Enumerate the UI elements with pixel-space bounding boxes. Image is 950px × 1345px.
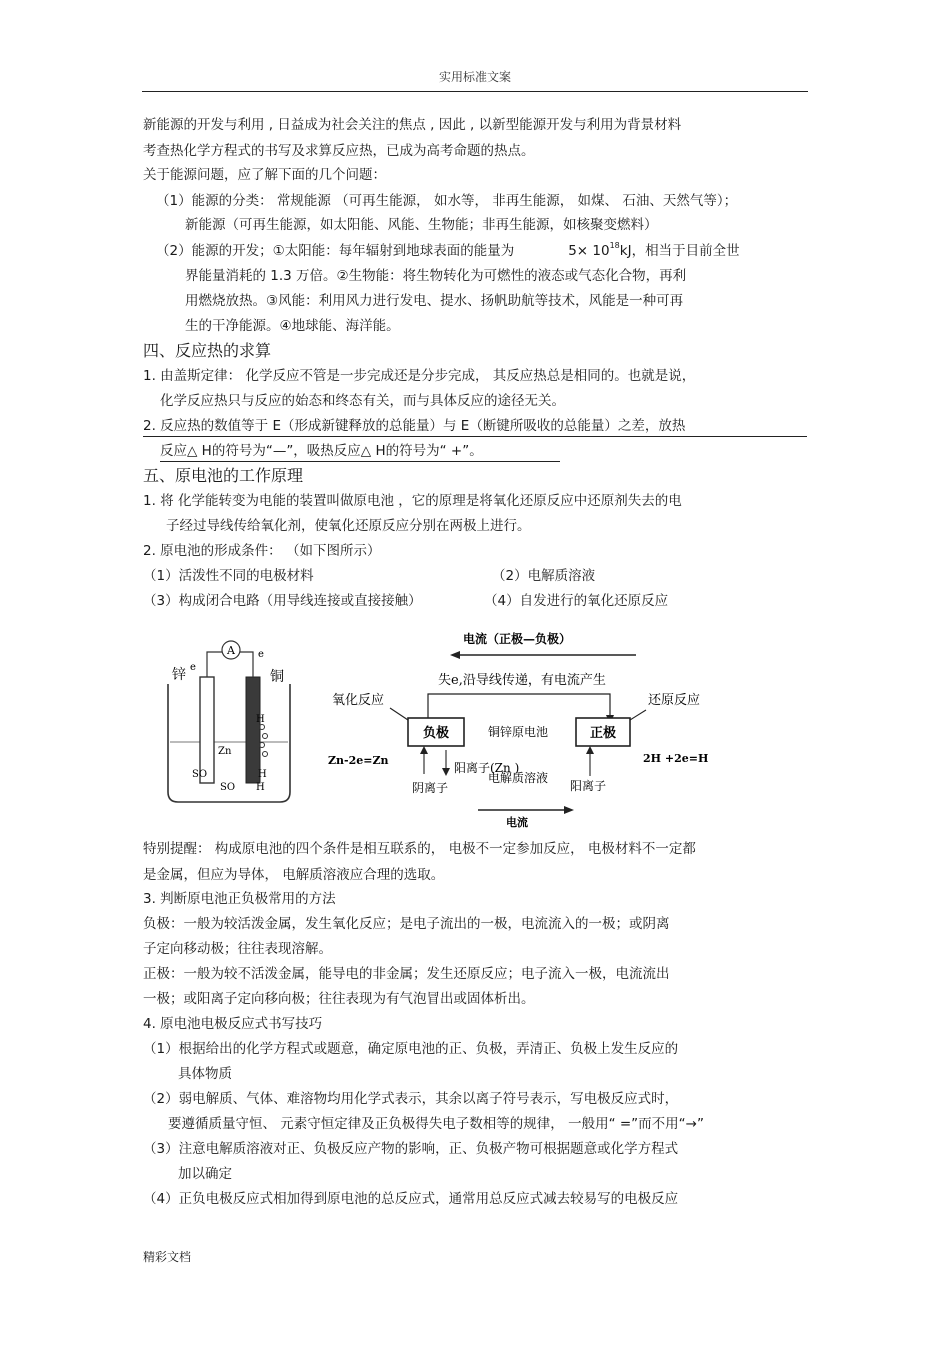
energy-dev-line-2: 界能量消耗的 1.3 万倍。②生物能：将生物转化为可燃性的液态或气态化合物，再利 (185, 268, 687, 284)
negative-half-equation: Zn-2e=Zn (328, 754, 389, 767)
current-bottom-label: 电流 (506, 816, 528, 829)
tip-2-line-1: （2）弱电解质、气体、难溶物均用化学式表示，其余以离子符号表示，写电极反应式时， (143, 1091, 679, 1107)
cation-arrowhead (442, 768, 450, 776)
electron-label-left: e (190, 662, 196, 673)
zinc-electrode (200, 677, 214, 783)
energy-dev-prefix: （2）能源的开发；①太阳能：每年辐射到地球表面的能量为 (156, 243, 515, 259)
bubble-2 (263, 734, 268, 739)
anion-arrowhead (420, 746, 428, 754)
positive-half-equation: 2H +2e=H (643, 752, 709, 765)
section5-p2: 2. 原电池的形成条件： （如下图所示） (143, 543, 381, 559)
hydrogen-ion-label-2: H (256, 782, 265, 793)
intro-line-1: 新能源的开发与利用 , 日益成为社会关注的焦点 , 因此 , 以新型能源开发与利用为背景材料 (143, 117, 682, 133)
galvanic-cell-figure (160, 632, 300, 808)
tip-1-line-1: （1）根据给出的化学方程式或题意，确定原电池的正、负极，弄清正、负极上发生反应的 (143, 1041, 679, 1057)
section4-title: 四、反应热的求算 (143, 341, 272, 360)
cation-label: 阳离子(Zn ) (454, 761, 520, 775)
tip-1-line-2: 具体物质 (178, 1066, 232, 1082)
condition-3: （3）构成闭合电路（用导线连接或直接接触） (143, 593, 422, 609)
section5-p4: 4. 原电池电极反应式书写技巧 (143, 1016, 323, 1032)
oxidation-connector (390, 708, 408, 720)
oxidation-label: 氧化反应 (332, 693, 385, 708)
electron-path-right (608, 694, 610, 718)
positive-rule-line-2: 一极；或阳离子定向移向极；往往表现为有气泡冒出或固体析出。 (143, 991, 535, 1007)
tip-3-line-2: 加以确定 (178, 1166, 232, 1182)
section5-title: 五、原电池的工作原理 (143, 466, 304, 485)
remark-line-2: 是金属，但应为导体， 电解质溶液应合理的选取。 (143, 867, 445, 883)
sulfate-label-2: SO (220, 782, 236, 793)
cell-name-label: 铜锌原电池 (488, 725, 549, 739)
condition-4: （4）自发进行的氧化还原反应 (484, 593, 669, 609)
current-top-arrowhead (450, 651, 460, 659)
section5-p1-line-1: 1. 将 化学能转变为电能的装置叫做原电池 ，它的原理是将氧化还原反应中还原剂失去的电 (143, 493, 682, 509)
hydrogen-ion-label-1: H (258, 769, 267, 780)
tip-4: （4）正负电极反应式相加得到原电池的总反应式，通常用总反应式减去较易写的电极反应 (143, 1191, 679, 1207)
header-rule (142, 91, 808, 92)
section5-p3: 3. 判断原电池正负极常用的方法 (143, 891, 336, 907)
energy-dev-line-4: 生的干净能源。④地球能、海洋能。 (185, 318, 400, 334)
section4-p1-line-1: 1. 由盖斯定律： 化学反应不管是一步完成还是分步完成， 其反应热总是相同的。也就是说， (143, 368, 696, 384)
tip-2-line-2: 要遵循质量守恒、 元素守恒定律及正负极得失电子数相等的规律， 一般用“ =”而不用“→” (168, 1116, 704, 1132)
condition-2: （2）电解质溶液 (492, 568, 596, 584)
wire-right (240, 652, 253, 677)
cation-right-arrowhead (586, 746, 594, 754)
section4-p1-line-2: 化学反应热只与反应的始态和终态有关，而与具体反应的途径无关。 (160, 393, 565, 409)
hydrogen-gas-label: H (256, 714, 265, 725)
cation-right-label: 阳离子 (570, 779, 607, 793)
electron-flow-label: 失e,沿导线传递，有电流产生 (438, 673, 606, 688)
ammeter-label: A (227, 644, 235, 657)
section4-p2-line-2: 反应△ H的符号为“—”，吸热反应△ H的符号为“ +”。 (160, 442, 560, 462)
reduction-label: 还原反应 (648, 693, 701, 708)
electron-path-left (428, 694, 608, 718)
energy-dev-line-3: 用燃烧放热。③风能：利用风力进行发电、提水、扬帆助航等技术，风能是一种可再 (185, 293, 684, 309)
section4-p2-line-1: 2. 反应热的数值等于 E（形成新键释放的总能量）与 E（断键所吸收的总能量）之差，放热 (143, 417, 807, 437)
energy-dev-number: 5× 10 (568, 243, 610, 259)
current-top-label: 电流（正极—负极） (463, 632, 572, 646)
negative-rule-line-1: 负极：一般为较活泼金属，发生氧化反应；是电子流出的一极，电流流入的一极；或阴离 (143, 916, 670, 932)
positive-electrode-label: 正极 (589, 726, 617, 741)
tip-3-line-1: （3）注意电解质溶液对正、负极反应产物的影响，正、负极产物可根据题意或化学方程式 (143, 1141, 679, 1157)
section5-p1-line-2: 子经过导线传给氧化剂，使氧化还原反应分别在两极上进行。 (166, 518, 531, 534)
negative-rule-line-2: 子定向移动极；往往表现溶解。 (143, 941, 332, 957)
wire-left (207, 652, 222, 677)
zinc-ion-label: Zn (218, 746, 232, 757)
positive-rule-line-1: 正极：一般为较不活泼金属，能导电的非金属；发生还原反应；电子流入一极，电流流出 (143, 966, 670, 982)
page-header: 实用标准文案 (438, 70, 511, 84)
condition-1: （1）活泼性不同的电极材料 (143, 568, 314, 584)
energy-dev-suffix: kJ，相当于目前全世 (619, 243, 740, 259)
anion-label: 阴离子 (412, 781, 449, 795)
energy-dev-exponent: 18 (609, 241, 620, 250)
electron-label-right: e (258, 649, 264, 660)
copper-label: 铜 (270, 669, 284, 685)
energy-class-line-2: 新能源（可再生能源，如太阳能、风能、生物能；非再生能源，如核聚变燃料） (185, 217, 658, 233)
intro-line-2: 考查热化学方程式的书写及求算反应热，已成为高考命题的热点。 (143, 143, 535, 159)
copper-electrode (246, 677, 260, 783)
sulfate-label-1: SO (192, 769, 208, 780)
remark-line-1: 特别提醒： 构成原电池的四个条件是相互联系的， 电极不一定参加反应， 电极材料不一定都 (143, 841, 696, 857)
intro-line-3: 关于能源问题，应了解下面的几个问题： (143, 167, 386, 183)
zinc-label: 锌 (172, 667, 186, 683)
electrolyte-label: 电解质溶液 (488, 771, 549, 785)
bubble-4 (263, 752, 268, 757)
energy-class-line-1: （1）能源的分类： 常规能源 （可再生能源， 如水等， 非再生能源， 如煤、 石油、天然气等）； (156, 193, 738, 209)
page-footer: 精彩文档 (143, 1250, 192, 1264)
energy-dev-line-1 (156, 242, 740, 260)
cell-principle-diagram (318, 622, 738, 832)
current-bottom-arrowhead (564, 806, 574, 814)
negative-electrode-label: 负极 (422, 726, 450, 741)
reduction-connector (630, 710, 646, 720)
